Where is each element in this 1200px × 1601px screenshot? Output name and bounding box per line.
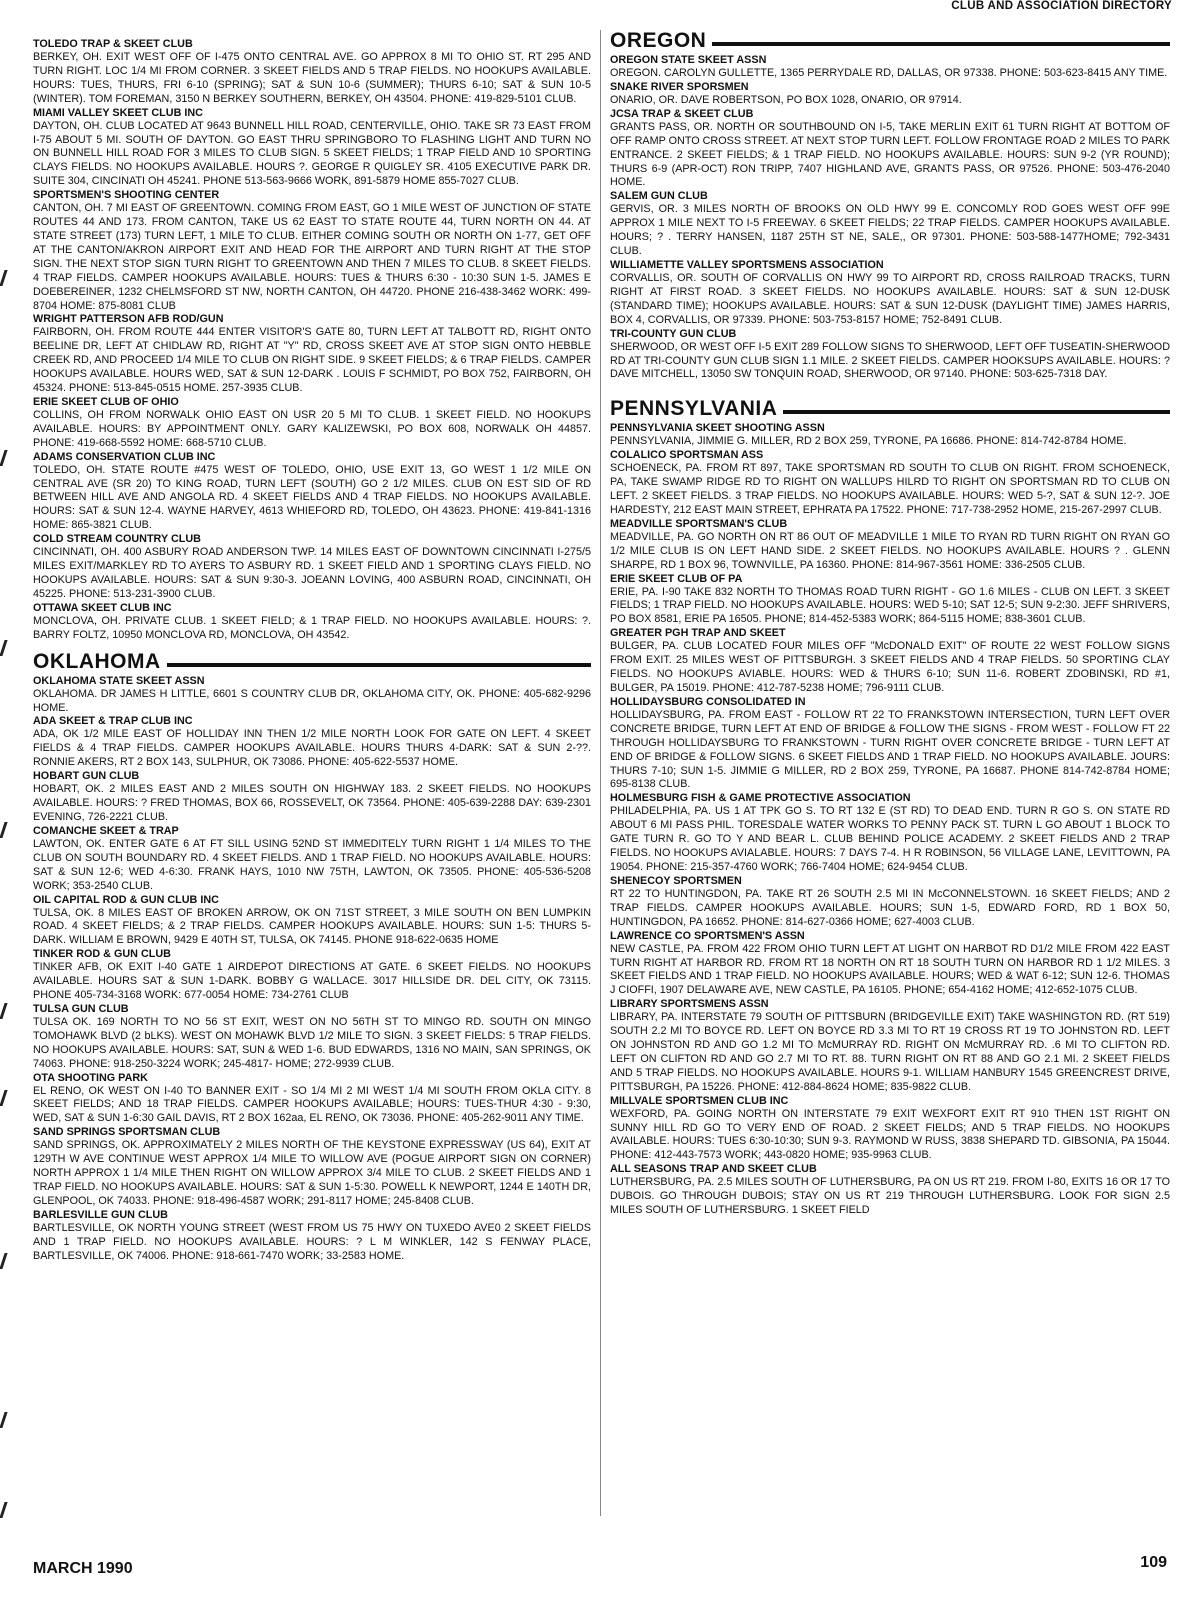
club-name: LIBRARY SPORTSMENS ASSN [610,998,769,1011]
club-details: SHERWOOD, OR WEST OFF I-5 EXIT 289 FOLLOW SIGNS TO SHERWOOD, LEFT OFF TUSEATIN-SHERWOOD RD AT TRI-COUNTY GUN CLUB SIGN 1.1 MILE. 2 SKEET FIELDS. CAMPER HOOKSUPS AVAILABLE. HOURS: ? DAVE MITCHELL, 13050 SW TONQUIN ROAD, SHERWOOD, OR 97140. PHONE: 503-625-7318 DAY. [610,340,1170,381]
club-name: HOLLIDAYSBURG CONSOLIDATED IN [610,695,806,708]
club-details: HOLLIDAYSBURG, PA. FROM EAST - FOLLOW RT 22 TO FRANKSTOWN INTERSECTION, TURN LEFT OVER CONCRETE BRIDGE, TURN LEFT AT END OF BRIDGE & FOLLOW THE SIGNS - FROM WEST - FOLLOW FT 22 THROUGH HOLLIDAYSBURG TO FRANKSTOWN - TURN RIGHT OVER CONCRETE BRIDGE - TURN LEFT AT END OF BRIDGE & FOLLOW SIGNS. 6 SKEET FIELDS AND 1 TRAP FIELD. NO HOOKUPS AVAILABLE. JOURS: THURS 7-10; SUN 1-5. JIMMIE G MILLER, RD 2 BOX 259, TYRONE, PA 16687. PHONE 814-742-8784 HOME; 695-8138 CLUB. [610,708,1170,791]
club-name: ERIE SKEET CLUB OF PA [610,572,743,585]
margin-mark [0,1253,8,1269]
club-entry [610,998,1170,1094]
club-name: TULSA GUN CLUB [33,1002,129,1015]
club-entry [33,189,591,313]
club-entry [610,108,1170,191]
club-details: CANTON, OH. 7 MI EAST OF GREENTOWN. COMING FROM EAST, GO 1 MILE WEST OF JUNCTION OF STATE ROUTES 44 AND 173. FROM CANTON, TAKE US 62 EAST TO STATE ROUTE 44, TURN NORTH ON 44. AT STATE STREET (173) TURN LEFT, 1 MILE TO CLUB. EITHER COMING SOUTH OR NORTH ON 1-77, GET OFF AT THE CANTON/AKRON AIRPORT EXIT AND HEAD FOR THE AIRPORT AND TURN RIGHT AT THE STOP SIGN. THE NEXT STOP SIGN TURN RIGHT TO GREENTOWN AND THEN 7 MILES TO CLUB. 8 SKEET FIELDS. 4 TRAP FIELDS. CAMPER HOOKUPS AVAILABLE. HOURS: TUES & THURS 6:30 - 10:30 SUN 1-5. JAMES E DOEBEREINER, 1232 CHELMSFORD ST NW, NORTH CANTON, OH 44720. PHONE 216-438-3462 WORK: 499-8704 HOME: 875-8081 CLUB [33,202,591,312]
club-details: HOBART, OK. 2 MILES EAST AND 2 MILES SOUTH ON HIGHWAY 183. 2 SKEET FIELDS. NO HOOKUPS AVAILABLE. HOURS: ? FRED THOMAS, BOX 66, ROSSEVELT, OK 73564. PHONE: 405-639-2288 DAY: 639-2301 EVENING, 726-2221 CLUB. [33,783,591,823]
state-heading-oregon [610,30,1170,52]
club-entry [33,313,591,396]
pennsylvania-club-list [610,422,1170,1218]
club-name: ERIE SKEET CLUB OF OHIO [33,395,179,408]
club-name: COMANCHE SKEET & TRAP [33,824,179,837]
issue-date: MARCH 1990 [33,1560,133,1577]
club-details: PENNSYLVANIA, JIMMIE G. MILLER, RD 2 BOX 259, TYRONE, PA 16686. PHONE: 814-742-8784 HOME. [610,435,1127,448]
club-name: OREGON STATE SKEET ASSN [610,54,767,66]
club-entry [610,190,1170,259]
margin-mark [0,1090,8,1106]
club-name: COLD STREAM COUNTRY CLUB [33,533,201,546]
club-entry [33,948,591,1003]
club-entry [33,894,591,949]
club-details: PHILADELPHIA, PA. US 1 AT TPK GO S. TO RT 132 E (ST RD) TO DEAD END. TURN R GO S. ON STATE RD ABOUT 6 MI PASS PHIL. TORESDALE WATER WORKS TO PENNY PACK ST. TURN L GO ABOUT 1 BLOCK TO GATE TURN R. GO TO Y AND BEAR L. CLUB BEHIND POLICE ACADEMY. 2 SKEET FIELDS AND 2 TRAP FIELDS. NO HOOKUPS AVIALABLE. HOURS: 7 DAYS 7-4. H R ROBINSON, 56 VILLAGE LANE, LEVITTOWN, PA 19054. PHONE: 215-357-4760 WORK; 766-7404 HOME; 624-9454 CLUB. [610,805,1170,873]
club-details: TULSA OK. 169 NORTH TO NO 56 ST EXIT, WEST ON NO 56TH ST TO MINGO RD. SOUTH ON MINGO TOMOHAWK BLVD (2 bLKS). WEST ON MOHAWK BLVD 1/2 MILE TO SIGN. 3 SKEET FIELDS: 5 TRAP FIELDS. NO HOOKUPS AVAILABLE. HOURS: SAT, SUN & WED 1-6. BUD EDWARDS, 1316 NO MAIN, SAN SPRINGS, OK 74063. PHONE: 918-250-3224 WORK; 245-4817- HOME; 272-9939 CLUB. [33,1015,591,1070]
club-entry [33,38,591,107]
margin-mark [0,640,8,656]
club-details: TULSA, OK. 8 MILES EAST OF BROKEN ARROW, OK ON 71ST STREET, 3 MILE SOUTH ON BEN LUMPKIN ROAD. 4 SKEET FIELDS; & 2 TRAP FIELDS. CAMPER HOOKUPS AVAILABLE. HOURS: SUN 1-5: THURS 5-DARK. WILLIAM E BROWN, 9429 E 40TH ST, TULSA, OK 74145. PHONE 918-622-0635 HOME [33,906,591,947]
club-details: GRANTS PASS, OR. NORTH OR SOUTHBOUND ON I-5, TAKE MERLIN EXIT 61 TURN RIGHT AT BOTTOM OF OFF RAMP ONTO CROSS STREET. AT NEXT STOP TURN LEFT. FOLLOW FRONTAGE ROAD 2 MILES TO PARK ENTRANCE. 2 SKEET FIELDS; & 1 TRAP FIELD. NO HOOKUPS AVAILABLE. HOURS: SUN 9-2 (YR ROUND); THURS 6-9 (APR-OCT) RON TRIPP, 7407 HIGHLAND AVE, GRANTS PASS, OR 97526. PHONE: 503-476-2040 HOME. [610,120,1170,189]
club-entry [33,715,591,770]
club-entry [610,792,1170,875]
ohio-club-list [33,38,591,643]
club-details: LUTHERSBURG, PA. 2.5 MILES SOUTH OF LUTHERSBURG, PA ON US RT 219. FROM I-80, EXITS 16 OR 17 TO DUBOIS. GO THROUGH DUBOIS; STAY ON US RT 219 THROUGH LUTHERSBURG. LOOK FOR SIGN 2.5 MILES SOUTH OF LUTHERSBURG. 1 SKEET FIELD [610,1176,1170,1217]
club-name: OTA SHOOTING PARK [33,1071,148,1084]
column-divider [600,30,601,1516]
club-details: ONARIO, OR. DAVE ROBERTSON, PO BOX 1028, ONARIO, OR 97914. [610,93,962,106]
club-name: ADA SKEET & TRAP CLUB INC [33,715,193,728]
club-entry [33,825,591,894]
club-name: MILLVALE SPORTSMEN CLUB INC [610,1094,789,1107]
club-entry [610,1163,1170,1218]
right-column [610,30,1170,1218]
club-entry [33,1072,591,1127]
club-details: OKLAHOMA. DR JAMES H LITTLE, 6601 S COUNTRY CLUB DR, OKLAHOMA CITY, OK. PHONE: 405-682-9296 HOME. [33,687,591,714]
club-name: OIL CAPITAL ROD & GUN CLUB INC [33,893,219,906]
club-entry [610,449,1170,518]
club-entry [33,1003,591,1072]
club-entry [610,573,1170,628]
club-entry [610,259,1170,328]
club-name: WRIGHT PATTERSON AFB ROD/GUN [33,313,224,326]
state-name: OKLAHOMA [33,649,161,673]
club-details: EL RENO, OK WEST ON I-40 TO BANNER EXIT - SO 1/4 MI 2 MI WEST 1/4 MI SOUTH FROM OKLA CITY. 8 SKEET FIELDS; AND 18 TRAP FIELDS. CAMPER HOOKUPS AVAILABLE; HOURS: TUES-THUR 4:30 - 9:30, WED, SAT & SUN 1-6:30 GAIL DAVIS, RT 2 BOX 162aa, EL RENO, OK 73036. PHONE: 405-262-9011 ANY TIME. [33,1084,591,1125]
club-details: RT 22 TO HUNTINGDON, PA. TAKE RT 26 SOUTH 2.5 MI IN McCONNELSTOWN. 16 SKEET FIELDS; AND 2 TRAP FIELDS. CAMPER HOOKUPS AVAILABLE. HOURS; SUN 1-5, EDWARD FORD, RD 1 BOX 50, HUNTINGDON, PA 16652. PHONE: 814-627-0366 HOME; 627-4003 CLUB. [610,887,1170,928]
club-name: MIAMI VALLEY SKEET CLUB INC [33,106,203,119]
margin-mark [0,822,8,838]
club-details: TINKER AFB, OK EXIT I-40 GATE 1 AIRDEPOT DIRECTIONS AT GATE. 6 SKEET FIELDS. NO HOOKUPS AVAILABLE. HOURS SAT & SUN 1-DARK. BOBBY G WALLACE. 3017 HILLSIDE DR. DEL CITY, OK 73115. PHONE 405-734-3168 WORK: 677-0054 HOME: 734-2761 CLUB [33,961,591,1002]
margin-mark [0,1412,8,1428]
club-details: LIBRARY, PA. INTERSTATE 79 SOUTH OF PITTSBURN (BRIDGEVILLE EXIT) TAKE WASHINGTON RD. (RT 519) SOUTH 2.2 MI TO BOYCE RD. LEFT ON BOYCE RD 3.3 MI TO RT 19 CROSS RT 19 TO JOHNSTON RD. LEFT ON JOHNSTON RD AND GO 1.2 MI TO McMURRAY RD. RIGHT ON McMURRAY RD. .6 MI TO CLIFTON RD. LEFT ON CLIFTON RD AND GO 2.7 MI TO RT. 88. TURN RIGHT ON RT 88 AND GO 2.1 MI. 2 SKEET FIELDS AND 5 TRAP FIELDS. NO HOOKUPS AVAILABLE. HOURS 9-1. WILLIAM HANBURY 1545 GREENCREST DRIVE, PITTSBURGH, PA 15226. PHONE: 412-884-8624 HOME; 835-9822 CLUB. [610,1011,1170,1093]
club-entry [33,675,591,716]
club-entry [610,518,1170,573]
club-details: MONCLOVA, OH. PRIVATE CLUB. 1 SKEET FIELD; & 1 TRAP FIELD. NO HOOKUPS AVAILABLE. HOURS: ?. BARRY FOLTZ, 10950 MONCLOVA RD, MONCLOVA, OH 43542. [33,614,591,641]
oklahoma-club-list [33,675,591,1264]
club-entry [610,1095,1170,1164]
club-details: DAYTON, OH. CLUB LOCATED AT 9643 BUNNELL HILL ROAD, CENTERVILLE, OHIO. TAKE SR 73 EAST FROM I-75 ABOUT 5 MI. SOUTH OF DAYTON. GO EAST THRU SPRINGBORO TO FLASHING LIGHT AND TURN NO ON BUNNELL HILL ROAD FOR 3 MILES TO CLUB SIGN. 5 SKEET FIELDS; 1 TRAP FIELD AND 10 SPORTING CLAYS FIELDS. NO HOOKUPS AVAILABLE. HOURS ?. GEORGE R QUIGLEY SR. 4105 EXECUTIVE PARK DR. SUITE 304, CINCINATI OH 45241. PHONE 513-563-9666 WORK, 891-5879 HOME 855-7027 CLUB. [33,119,591,188]
state-name: PENNSYLVANIA [610,397,778,421]
club-name: ALL SEASONS TRAP AND SKEET CLUB [610,1163,817,1176]
club-entry [610,54,1170,81]
club-entry [33,1209,591,1264]
running-head: CLUB AND ASSOCIATION DIRECTORY [951,0,1172,12]
club-name: OKLAHOMA STATE SKEET ASSN [33,674,205,687]
club-name: SPORTSMEN'S SHOOTING CENTER [33,189,220,202]
club-name: SALEM GUN CLUB [610,190,708,203]
club-details: OREGON. CAROLYN GULLETTE, 1365 PERRYDALE RD, DALLAS, OR 97338. PHONE: 503-623-8415 ANY TIME. [610,67,1168,79]
club-entry [610,422,1170,449]
club-name: MEADVILLE SPORTSMAN'S CLUB [610,517,788,530]
club-details: LAWTON, OK. ENTER GATE 6 AT FT SILL USING 52ND ST IMMEDITELY TURN RIGHT 1 1/4 MILES TO THE CLUB ON SOUTH BOUNDARY RD. 4 SKEET FIELDS. AND 1 TRAP FIELD. NO HOOKUPS AVAILABLE. HOURS: SAT & SUN 12-6; WED 4-6:30. FRANK HAYS, 1010 NW 75TH, LAWTON, OK 73505. PHONE: 405-536-5208 WORK; 353-2540 CLUB. [33,837,591,892]
club-name: HOBART GUN CLUB [33,770,140,783]
club-entry [610,696,1170,792]
club-name: GREATER PGH TRAP AND SKEET [610,627,786,640]
club-details: BULGER, PA. CLUB LOCATED FOUR MILES OFF "McDONALD EXIT" OF ROUTE 22 WEST FOLLOW SIGNS FROM EXIT. 25 MILES WEST OF PITTSBURGH. 3 SKEET FIELDS AND 4 TRAP FIELDS. 50 SPORTING CLAY FIELDS. NO HOOKUPS AVIABLE. HOURS: WED & THURS 6-10; SUN 11-6. ROBERT ZDOBINSKI, RD #1, BULGER, PA 15019. PHONE: 412-787-5238 HOME; 796-9111 CLUB. [610,640,1170,694]
club-name: WILLIAMETTE VALLEY SPORTSMENS ASSOCIATION [610,258,884,271]
club-details: CORVALLIS, OR. SOUTH OF CORVALLIS ON HWY 99 TO AIRPORT RD, CROSS RAILROAD TRACKS, TURN RIGHT AT FIRST ROAD. 3 SKEET FIELDS. NO HOOKUPS AVAILABLE. HOURS: SAT & SUN 12-DUSK (STANDARD TIME); HOOKUPS AVAILABLE. HOURS: SAT & SUN 12-DUSK (DAYLIGHT TIME) JAMES HARRIS, BOX 4, CORVALLIS, OR 97339. PHONE: 503-753-8157 HOME; 752-8491 CLUB. [610,271,1170,326]
club-details: WEXFORD, PA. GOING NORTH ON INTERSTATE 79 EXIT WEXFORT EXIT RT 910 THEN 1ST RIGHT ON SUNNY HILL RD GO TO VERY END OF ROAD. 2 SKEET FIELDS; AND 5 TRAP FIELDS. NO HOOKUPS AVAILABLE. HOURS: TUES 6:30-10:30; SUN 9-3. RAYMOND W RUSS, 3838 SHEPARD TD. GIBSONIA, PA 15044. PHONE: 412-443-7573 WORK; 443-0820 HOME; 935-9963 CLUB. [610,1107,1170,1162]
club-name: TOLEDO TRAP & SKEET CLUB [33,38,193,50]
club-name: SNAKE RIVER SPORSMEN [610,80,749,93]
club-details: BERKEY, OH. EXIT WEST OFF OF I-475 ONTO CENTRAL AVE. GO APPROX 8 MI TO OHIO ST. RT 295 AND TURN RIGHT. LOC 1/4 MI FROM CORNER. 3 SKEET FIELDS AND 5 TRAP FIELDS. NO HOOKUPS AVAILABLE. HOURS: TUES, THURS, FRI 6-10 (SPRING); SAT & SUN 10-6 (SUMMER); THURS 6-10; SAT & SUN 10-5 (WINTER). TOM FOREMAN, 3150 N BERKEY SOUTHERN, BERKEY, OH 43504. PHONE: 419-829-5101 CLUB. [33,51,591,105]
club-entry [33,770,591,825]
club-details: COLLINS, OH FROM NORWALK OHIO EAST ON USR 20 5 MI TO CLUB. 1 SKEET FIELD. NO HOOKUPS AVAILABLE. HOURS: BY APPOINTMENT ONLY. GARY KALIZEWSKI, PO BOX 608, NORWALK OH 44857. PHONE: 419-668-5592 HOME: 668-5710 CLUB. [33,408,591,449]
club-entry [33,1126,591,1209]
club-name: COLALICO SPORTSMAN ASS [610,449,764,462]
club-entry [610,875,1170,930]
club-details: GERVIS, OR. 3 MILES NORTH OF BROOKS ON OLD HWY 99 E. CONCOMLY ROD GOES WEST OFF 99E APPROX 1 MILE NEXT TO I-5 FREEWAY. 6 SKEET FIELDS; 22 TRAP FIELDS. CAMPER HOOKUPS AVAILABLE. HOURS; ? . TERRY HANSEN, 1187 25TH ST NE, SALE,, OR 97301. PHONE: 503-588-1477HOME; 792-3431 CLUB. [610,203,1170,258]
club-details: CINCINNATI, OH. 400 ASBURY ROAD ANDERSON TWP. 14 MILES EAST OF DOWNTOWN CINCINNATI I-275/5 MILES EXIT/MARKLEY RD TO AYERS TO ASBURY RD. 1 SKEET FIELD AND 1 SPORTING CLAYS FIELD. NO HOOKUPS AVAILABLE. HOURS: SAT & SUN 9:30-3. JOEANN LOVING, 400 ASBURN ROAD, CINCINNATI, OH 45225. PHONE: 513-231-3900 CLUB. [33,546,591,600]
club-name: PENNSYLVANIA SKEET SHOOTING ASSN [610,422,825,435]
club-details: FAIRBORN, OH. FROM ROUTE 444 ENTER VISITOR'S GATE 80, TURN LEFT AT TALBOTT RD, RIGHT ONTO BEELINE DR, LEFT AT CHIDLAW RD, RIGHT AT "Y" RD, CROSS SKEET AVE AT STOP SIGN ONTO HEBBLE CREEK RD, AND PROCEED 1/4 MILE TO CLUB ON RIGHT SIDE. 9 SKEET FIELDS; & 6 TRAP FIELDS. CAMPER HOOKUPS AVAILABLE. HOURS WED, SAT & SUN 12-DARK . LOUIS F SCHMIDT, PO BOX 752, FAIRBORN, OH 45324. PHONE: 513-845-0515 HOME. 257-3935 CLUB. [33,326,591,395]
state-heading-pennsylvania [610,398,1170,420]
club-entry [33,396,591,451]
club-name: OTTAWA SKEET CLUB INC [33,601,172,614]
club-name: TRI-COUNTY GUN CLUB [610,327,737,340]
club-name: JCSA TRAP & SKEET CLUB [610,107,754,120]
state-heading-oklahoma [33,651,591,673]
left-column [33,38,591,1264]
margin-mark [0,450,8,466]
club-entry [610,328,1170,383]
club-details: SAND SPRINGS, OK. APPROXIMATELY 2 MILES NORTH OF THE KEYSTONE EXPRESSWAY (US 64), EXIT AT 129TH W AVE CONTINUE WEST APPROX 1/4 MILE TO WILLOW AVE (POGUE AIRPORT SIGN ON CORNER) NORTH APPROX 1 1/4 MILE THEN RIGHT ON WILLOW APPROX 3/4 MILE TO CLUB. 2 SKEET FIELDS AND 1 TRAP FIELD. NO HOOKUPS AVAILABLE. HOURS: SAT & SUN 1-5:30. POWELL K NEWPORT, 1244 E 140TH DR, GLENPOOL, OK 74033. PHONE: 918-496-4587 WORK; 291-8117 HOME; 245-8408 CLUB. [33,1139,591,1207]
heading-rule [712,42,1170,46]
club-details: NEW CASTLE, PA. FROM 422 FROM OHIO TURN LEFT AT LIGHT ON HARBOT RD D1/2 MILE FROM 422 EAST TURN RIGHT AT HARBOR RD. FROM RT 18 NORTH ON RT 18 SOUTH TURN ON HARBOR RD 1 1/2 MILES. 3 SKEET FIELDS AND 1 TRAP FIELD. NO HOOKUPS AVAILABLE. HOURS; WED & WAT 6-12; SUN 12-6. THOMAS J CIOFFI, 1907 DELAWARE AVE, NEW CASTLE, PA 16105. PHONE; 654-4162 HOME; 412-652-1075 CLUB. [610,942,1170,997]
club-name: LAWRENCE CO SPORTSMEN'S ASSN [610,929,805,942]
club-name: TINKER ROD & GUN CLUB [33,948,171,961]
margin-mark [0,270,8,286]
club-entry [33,533,591,602]
club-entry [610,81,1170,108]
club-name: SHENECOY SPORTSMEN [610,874,742,887]
oregon-club-list [610,54,1170,382]
club-entry [33,602,591,643]
club-details: MEADVILLE, PA. GO NORTH ON RT 86 OUT OF MEADVILLE 1 MILE TO RYAN RD TURN RIGHT ON RYAN GO 1/2 MILE CLUB IS ON LEFT HAND SIDE. 2 SKEET FIELDS. NO HOOKUPS AVAILABLE. HOURS ? . GLENN SHARPE, RD 1 BOX 96, TOWNVILLE, PA 16360. PHONE: 814-967-3561 HOME: 336-2505 CLUB. [610,530,1170,571]
heading-rule [167,663,591,667]
state-name: OREGON [610,29,707,52]
club-name: SAND SPRINGS SPORTSMAN CLUB [33,1126,221,1139]
club-details: SCHOENECK, PA. FROM RT 897, TAKE SPORTSMAN RD SOUTH TO CLUB ON RIGHT. FROM SCHOENECK, PA, TAKE SWAMP RIDGE RD TO RIGHT ON WALLUPS HILRD TO RIGHT ON SPORTSMAN RD TO CLUB ON LEFT. 2 SKEET FIELDS. 3 TRAP FIELDS. NO HOOKUPS AVAILABLE. HOURS: WED 5-?, SAT & SUN 12-?. JOE HARDESTY, 212 EAST MAIN STREET, EPHRATA PA 17522. PHONE: 717-738-2952 HOME, 215-267-2997 CLUB. [610,462,1170,516]
club-details: TOLEDO, OH. STATE ROUTE #475 WEST OF TOLEDO, OHIO, USE EXIT 13, GO WEST 1 1/2 MILE ON CENTRAL AVE (SR 20) TO KING ROAD, TURN LEFT (SOUTH) GO 2 1/2 MILES. CLUB ON EST SID OF RD BETWEEN HILL AVE AND ANGOLA RD. 4 SKEET FIELDS AND 4 TRAP FIELDS. NO HOOKUPS AVAILABLE. HOURS: SAT & SUN 12-4. WAYNE HARVEY, 4613 WHIEFORD RD, TOLEDO, OH 43623. PHONE: 419-841-1316 HOME: 865-3821 CLUB. [33,463,591,532]
club-details: BARTLESVILLE, OK NORTH YOUNG STREET (WEST FROM US 75 HWY ON TUXEDO AVE0 2 SKEET FIELDS AND 1 TRAP FIELD. NO HOOKUPS AVAILABLE. HOURS: ? L M WINKLER, 142 S FENWAY PLACE, BARTLESVILLE, OK 74006. PHONE: 918-661-7470 WORK; 33-2583 HOME. [33,1221,591,1262]
heading-rule [783,410,1170,414]
page-number: 109 [1140,1554,1167,1571]
club-entry [610,627,1170,696]
club-details: ERIE, PA. I-90 TAKE 832 NORTH TO THOMAS ROAD TURN RIGHT - GO 1.6 MILES - CLUB ON LEFT. 3 SKEET FIELDS; 1 TRAP FIELD. NO HOOKUPS AVAILABLE. HOURS: WED 5-10; SAT 12-5; SUN 9-2:30. JEFF SHRIVERS, PO BOX 8581, ERIE PA 16505. PHONE; 814-452-5383 WORK; 864-5115 HOME; 838-3601 CLUB. [610,585,1170,626]
club-entry [610,930,1170,999]
club-name: HOLMESBURG FISH & GAME PROTECTIVE ASSOCIATION [610,792,911,805]
club-name: ADAMS CONSERVATION CLUB INC [33,450,216,463]
margin-mark [0,1003,8,1019]
club-entry [33,107,591,190]
club-entry [33,451,591,534]
club-name: BARLESVILLE GUN CLUB [33,1208,168,1221]
margin-mark [0,1502,8,1518]
club-details: ADA, OK 1/2 MILE EAST OF HOLLIDAY INN THEN 1/2 MILE NORTH LOOK FOR GATE ON LEFT. 4 SKEET FIELDS & 4 TRAP FIELDS. CAMPER HOOKUPS AVAILABLE. HOURS THURS 4-DARK: SAT & SUN 2-??. RONNIE AKERS, RT 2 BOX 143, SULPHUR, OK 73086. PHONE: 405-622-5537 HOME. [33,728,591,769]
